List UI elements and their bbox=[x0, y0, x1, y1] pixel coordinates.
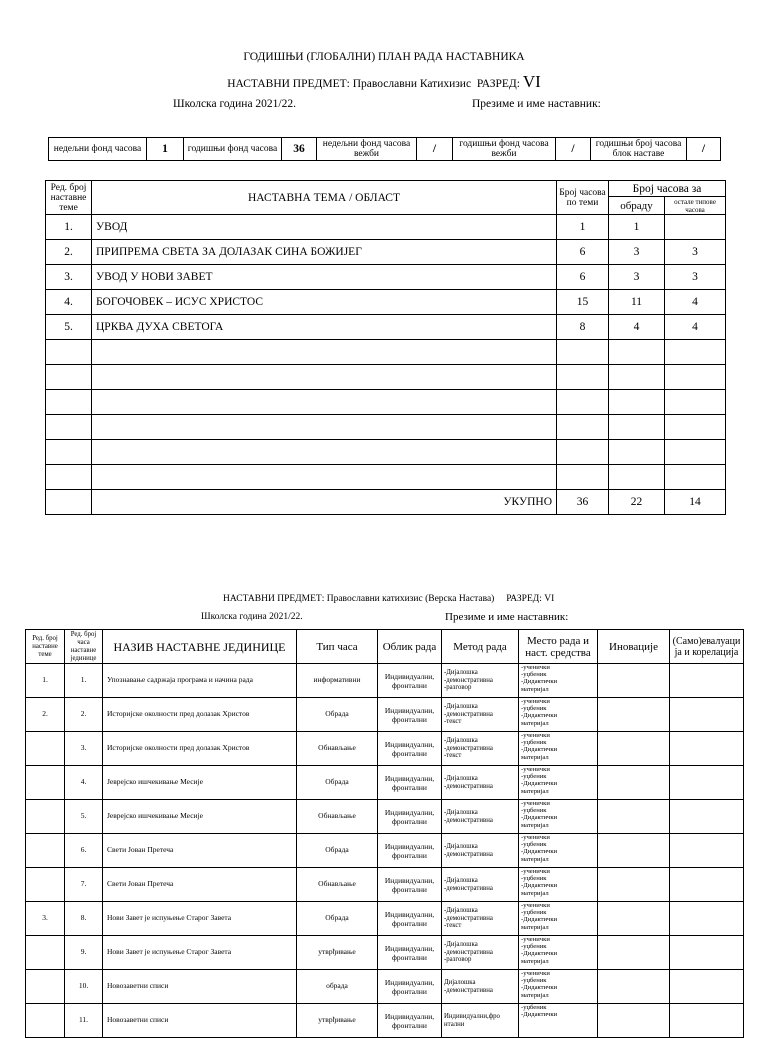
lesson-form: Индивидуални, фронтални bbox=[378, 800, 442, 834]
lesson-row bbox=[26, 970, 744, 1004]
lesson-name: Јеврејско ишчекивање Месије bbox=[103, 766, 297, 800]
col-lesson-topic-no: Ред. број наставне теме bbox=[26, 630, 65, 664]
lesson-method: -Дијалошка -демонстративна -разговор bbox=[442, 664, 519, 698]
lesson-method: -Дијалошка -демонстративна -текст bbox=[442, 698, 519, 732]
lesson-innovation bbox=[598, 766, 670, 800]
topic-hours bbox=[557, 340, 609, 365]
topic-processing: 3 bbox=[609, 265, 665, 290]
col-lesson-no: Ред. број часа наставне јединице bbox=[65, 630, 103, 664]
topic-other bbox=[665, 340, 726, 365]
topics-table bbox=[45, 180, 726, 515]
topic-row bbox=[46, 390, 726, 415]
lesson-row bbox=[26, 800, 744, 834]
lesson-method: Индивидуални,фро нтални bbox=[442, 1004, 519, 1038]
lesson-no: 5. bbox=[65, 800, 103, 834]
lesson-name: Свети Јован Претеча bbox=[103, 868, 297, 902]
topic-other bbox=[665, 465, 726, 490]
lesson-type: Обнављање bbox=[297, 868, 378, 902]
topic-name bbox=[92, 440, 557, 465]
col-lesson-name: НАЗИВ НАСТАВНЕ ЈЕДИНИЦЕ bbox=[103, 630, 297, 664]
lesson-method: -Дијалошка -демонстративна bbox=[442, 868, 519, 902]
topic-row bbox=[46, 365, 726, 390]
plan2-school-year: Школска година 2021/22. bbox=[201, 612, 303, 622]
lesson-topic-no bbox=[26, 766, 65, 800]
col-evaluation: (Само)евалуаци ја и корелација bbox=[670, 630, 744, 664]
topic-name: БОГОЧОВЕК – ИСУС ХРИСТОС bbox=[92, 290, 557, 315]
lesson-evaluation bbox=[670, 732, 744, 766]
lesson-topic-no bbox=[26, 732, 65, 766]
grade-value: VI bbox=[522, 72, 541, 91]
topic-processing bbox=[609, 340, 665, 365]
col-topic-no: Ред. број наставне теме bbox=[46, 181, 92, 215]
lesson-type: Обрада bbox=[297, 766, 378, 800]
lesson-evaluation bbox=[670, 970, 744, 1004]
col-topic: НАСТАВНА ТЕМА / ОБЛАСТ bbox=[92, 181, 557, 215]
lesson-name: Упознавање садржаја програма и начина рада bbox=[103, 664, 297, 698]
topic-other bbox=[665, 390, 726, 415]
lesson-evaluation bbox=[670, 698, 744, 732]
lesson-place: -ученички -уџбеник -Дидактички материјал bbox=[519, 766, 598, 800]
lesson-row bbox=[26, 868, 744, 902]
lesson-innovation bbox=[598, 1004, 670, 1038]
topic-name: ПРИПРЕМА СВЕТА ЗА ДОЛАЗАК СИНА БОЖИЈЕГ bbox=[92, 240, 557, 265]
topic-hours: 8 bbox=[557, 315, 609, 340]
topic-no bbox=[46, 340, 92, 365]
plan2-subject: НАСТАВНИ ПРЕДМЕТ: Православни катихизис (Верска Настава) bbox=[223, 594, 495, 604]
col-other: остале типове часова bbox=[665, 197, 726, 215]
lesson-no: 11. bbox=[65, 1004, 103, 1038]
lesson-no: 3. bbox=[65, 732, 103, 766]
lesson-type: информативни bbox=[297, 664, 378, 698]
lesson-place: -уџбеник -Дидактички bbox=[519, 1004, 598, 1038]
lesson-place: -ученички -уџбеник -Дидактички материјал bbox=[519, 834, 598, 868]
lesson-form: Индивидуални, фронтални bbox=[378, 766, 442, 800]
topics-total-row bbox=[46, 490, 726, 515]
lesson-evaluation bbox=[670, 1004, 744, 1038]
topic-name: УВОД bbox=[92, 215, 557, 240]
school-year: Школска година 2021/22. bbox=[173, 98, 296, 110]
plan2-grade: РАЗРЕД: VI bbox=[506, 594, 555, 604]
topic-processing: 1 bbox=[609, 215, 665, 240]
yearly-fund-value: 36 bbox=[282, 138, 317, 161]
lesson-method: -Дијалошка -демонстративна -разговор bbox=[442, 936, 519, 970]
topic-processing bbox=[609, 365, 665, 390]
weekly-exercise-value: / bbox=[417, 138, 453, 161]
lesson-innovation bbox=[598, 732, 670, 766]
lesson-evaluation bbox=[670, 664, 744, 698]
lesson-evaluation bbox=[670, 868, 744, 902]
topic-name bbox=[92, 465, 557, 490]
lesson-type: Обнављање bbox=[297, 732, 378, 766]
topic-row bbox=[46, 240, 726, 265]
hours-fund-table bbox=[48, 137, 721, 161]
col-hours: Број часова по теми bbox=[557, 181, 609, 215]
topic-hours bbox=[557, 365, 609, 390]
lesson-type: утврђивање bbox=[297, 936, 378, 970]
lesson-name: Нови Завет је испуњење Старог Завета bbox=[103, 936, 297, 970]
plan2-teacher-label: Презиме и име наставник: bbox=[445, 611, 569, 623]
lesson-topic-no bbox=[26, 834, 65, 868]
lesson-place: -ученички -уџбеник -Дидактички материјал bbox=[519, 868, 598, 902]
lesson-innovation bbox=[598, 834, 670, 868]
lesson-type: Обнављање bbox=[297, 800, 378, 834]
topic-hours bbox=[557, 440, 609, 465]
lesson-innovation bbox=[598, 936, 670, 970]
lesson-place: -ученички -уџбеник -Дидактички материјал bbox=[519, 902, 598, 936]
lesson-name: Нови Завет је испуњење Старог Завета bbox=[103, 902, 297, 936]
lesson-innovation bbox=[598, 698, 670, 732]
lesson-method: Дијалошка -демонстративна bbox=[442, 970, 519, 1004]
lesson-innovation bbox=[598, 970, 670, 1004]
page-title: ГОДИШЊИ (ГЛОБАЛНИ) ПЛАН РАДА НАСТАВНИКА bbox=[243, 51, 525, 63]
topic-row bbox=[46, 440, 726, 465]
topic-row bbox=[46, 290, 726, 315]
topic-no: 2. bbox=[46, 240, 92, 265]
lesson-name: Историјске околности пред долазак Христов bbox=[103, 732, 297, 766]
lesson-evaluation bbox=[670, 800, 744, 834]
topic-no: 3. bbox=[46, 265, 92, 290]
col-lesson-type: Тип часа bbox=[297, 630, 378, 664]
lesson-place: -ученички -уџбеник -Дидактички материјал bbox=[519, 936, 598, 970]
lesson-row bbox=[26, 902, 744, 936]
lesson-form: Индивидуални, фронтални bbox=[378, 902, 442, 936]
total-processing: 22 bbox=[609, 490, 665, 515]
total-label: УКУПНО bbox=[92, 490, 557, 515]
lesson-method: -Дијалошка -демонстративна bbox=[442, 800, 519, 834]
subject-name: Православни Катихизис bbox=[352, 78, 472, 90]
lesson-row bbox=[26, 766, 744, 800]
lesson-no: 4. bbox=[65, 766, 103, 800]
lesson-no: 10. bbox=[65, 970, 103, 1004]
col-lesson-place: Место рада и наст. средства bbox=[519, 630, 598, 664]
topic-name: ЦРКВА ДУХА СВЕТОГА bbox=[92, 315, 557, 340]
topic-row bbox=[46, 315, 726, 340]
topic-processing bbox=[609, 465, 665, 490]
lesson-type: Обрада bbox=[297, 834, 378, 868]
lesson-topic-no bbox=[26, 868, 65, 902]
lesson-name: Новозаветни списи bbox=[103, 970, 297, 1004]
topic-row bbox=[46, 265, 726, 290]
col-lesson-form: Облик рада bbox=[378, 630, 442, 664]
subject-line bbox=[0, 72, 768, 92]
subject-prefix: НАСТАВНИ ПРЕДМЕТ: bbox=[227, 78, 353, 90]
lesson-method: -Дијалошка -демонстративна bbox=[442, 834, 519, 868]
topic-other: 4 bbox=[665, 315, 726, 340]
lesson-place: -ученички -уџбеник -Дидактички материјал bbox=[519, 970, 598, 1004]
lesson-row bbox=[26, 664, 744, 698]
topic-processing: 11 bbox=[609, 290, 665, 315]
lesson-form: Индивидуални, фронтални bbox=[378, 1004, 442, 1038]
col-innovation: Иновације bbox=[598, 630, 670, 664]
topic-other bbox=[665, 215, 726, 240]
lesson-name: Јеврејско ишчекивање Месије bbox=[103, 800, 297, 834]
lesson-form: Индивидуални, фронтални bbox=[378, 834, 442, 868]
yearly-exercise-label: годишњи фонд часова вежби bbox=[453, 138, 556, 161]
lesson-row bbox=[26, 698, 744, 732]
topic-hours: 6 bbox=[557, 265, 609, 290]
topic-row bbox=[46, 465, 726, 490]
topic-no: 4. bbox=[46, 290, 92, 315]
lesson-form: Индивидуални, фронтални bbox=[378, 698, 442, 732]
teacher-label: Презиме и име наставник: bbox=[472, 98, 601, 110]
lesson-no: 6. bbox=[65, 834, 103, 868]
weekly-fund-value: 1 bbox=[147, 138, 184, 161]
lesson-no: 9. bbox=[65, 936, 103, 970]
lesson-no: 1. bbox=[65, 664, 103, 698]
lesson-topic-no bbox=[26, 936, 65, 970]
topic-name bbox=[92, 365, 557, 390]
lesson-evaluation bbox=[670, 834, 744, 868]
grade-label: РАЗРЕД: bbox=[476, 78, 520, 90]
lesson-form: Индивидуални, фронтални bbox=[378, 868, 442, 902]
lesson-place: -ученички -уџбеник -Дидактички материјал bbox=[519, 698, 598, 732]
topic-row bbox=[46, 215, 726, 240]
lesson-no: 8. bbox=[65, 902, 103, 936]
weekly-exercise-label: недељни фонд часова вежби bbox=[317, 138, 417, 161]
lesson-row bbox=[26, 834, 744, 868]
weekly-fund-label: недељни фонд часова bbox=[49, 138, 147, 161]
topic-name bbox=[92, 340, 557, 365]
topic-name: УВОД У НОВИ ЗАВЕТ bbox=[92, 265, 557, 290]
lesson-method: -Дијалошка -демонстративна bbox=[442, 766, 519, 800]
block-hours-label: годишњи број часова блок наставе bbox=[591, 138, 687, 161]
col-hours-for: Број часова за bbox=[609, 181, 726, 197]
lesson-evaluation bbox=[670, 766, 744, 800]
yearly-fund-label: годишњи фонд часова bbox=[184, 138, 282, 161]
lesson-form: Индивидуални, фронтални bbox=[378, 936, 442, 970]
lesson-row bbox=[26, 936, 744, 970]
topic-processing bbox=[609, 440, 665, 465]
lesson-topic-no: 1. bbox=[26, 664, 65, 698]
lesson-innovation bbox=[598, 902, 670, 936]
topic-processing bbox=[609, 415, 665, 440]
topic-hours: 1 bbox=[557, 215, 609, 240]
lesson-method: -Дијалошка -демонстративна -текст bbox=[442, 732, 519, 766]
topic-no bbox=[46, 465, 92, 490]
lesson-type: обрада bbox=[297, 970, 378, 1004]
lesson-evaluation bbox=[670, 936, 744, 970]
lesson-no: 2. bbox=[65, 698, 103, 732]
topic-processing bbox=[609, 390, 665, 415]
lesson-topic-no bbox=[26, 1004, 65, 1038]
lesson-row bbox=[26, 1004, 744, 1038]
topic-no bbox=[46, 415, 92, 440]
lesson-topic-no: 3. bbox=[26, 902, 65, 936]
topic-other: 4 bbox=[665, 290, 726, 315]
lesson-place: -ученички -уџбеник -Дидактички материјал bbox=[519, 732, 598, 766]
topic-other: 3 bbox=[665, 265, 726, 290]
lessons-table bbox=[25, 629, 744, 1038]
lesson-topic-no: 2. bbox=[26, 698, 65, 732]
topic-other bbox=[665, 365, 726, 390]
topic-row bbox=[46, 340, 726, 365]
yearly-exercise-value: / bbox=[556, 138, 591, 161]
plan2-subject-line bbox=[223, 594, 554, 604]
topic-hours: 15 bbox=[557, 290, 609, 315]
lesson-row bbox=[26, 732, 744, 766]
topic-hours bbox=[557, 465, 609, 490]
lesson-no: 7. bbox=[65, 868, 103, 902]
lesson-form: Индивидуални, фронтални bbox=[378, 970, 442, 1004]
lesson-innovation bbox=[598, 664, 670, 698]
lesson-form: Индивидуални, фронтални bbox=[378, 664, 442, 698]
topic-no: 5. bbox=[46, 315, 92, 340]
topic-processing: 4 bbox=[609, 315, 665, 340]
total-other: 14 bbox=[665, 490, 726, 515]
col-processing: обраду bbox=[609, 197, 665, 215]
lesson-name: Историјске околности пред долазак Христов bbox=[103, 698, 297, 732]
total-hours: 36 bbox=[557, 490, 609, 515]
topic-no bbox=[46, 365, 92, 390]
topic-name bbox=[92, 415, 557, 440]
topic-no bbox=[46, 390, 92, 415]
lesson-type: утврђивање bbox=[297, 1004, 378, 1038]
block-hours-value: / bbox=[687, 138, 721, 161]
col-lesson-method: Метод рада bbox=[442, 630, 519, 664]
lesson-topic-no bbox=[26, 800, 65, 834]
lesson-method: -Дијалошка -демонстративна -текст bbox=[442, 902, 519, 936]
lesson-innovation bbox=[598, 868, 670, 902]
topic-processing: 3 bbox=[609, 240, 665, 265]
topic-other bbox=[665, 440, 726, 465]
topic-hours bbox=[557, 415, 609, 440]
lesson-innovation bbox=[598, 800, 670, 834]
lesson-evaluation bbox=[670, 902, 744, 936]
lesson-place: -ученички -уџбеник -Дидактички материјал bbox=[519, 664, 598, 698]
topic-hours: 6 bbox=[557, 240, 609, 265]
topic-other bbox=[665, 415, 726, 440]
lesson-place: -ученички -уџбеник -Дидактички материјал bbox=[519, 800, 598, 834]
lesson-type: Обрада bbox=[297, 902, 378, 936]
topic-name bbox=[92, 390, 557, 415]
lesson-type: Обрада bbox=[297, 698, 378, 732]
lesson-form: Индивидуални, фронтални bbox=[378, 732, 442, 766]
topic-other: 3 bbox=[665, 240, 726, 265]
topic-hours bbox=[557, 390, 609, 415]
topic-no: 1. bbox=[46, 215, 92, 240]
topic-row bbox=[46, 415, 726, 440]
topic-no bbox=[46, 440, 92, 465]
lesson-topic-no bbox=[26, 970, 65, 1004]
lesson-name: Свети Јован Претеча bbox=[103, 834, 297, 868]
lesson-name: Новозаветни списи bbox=[103, 1004, 297, 1038]
